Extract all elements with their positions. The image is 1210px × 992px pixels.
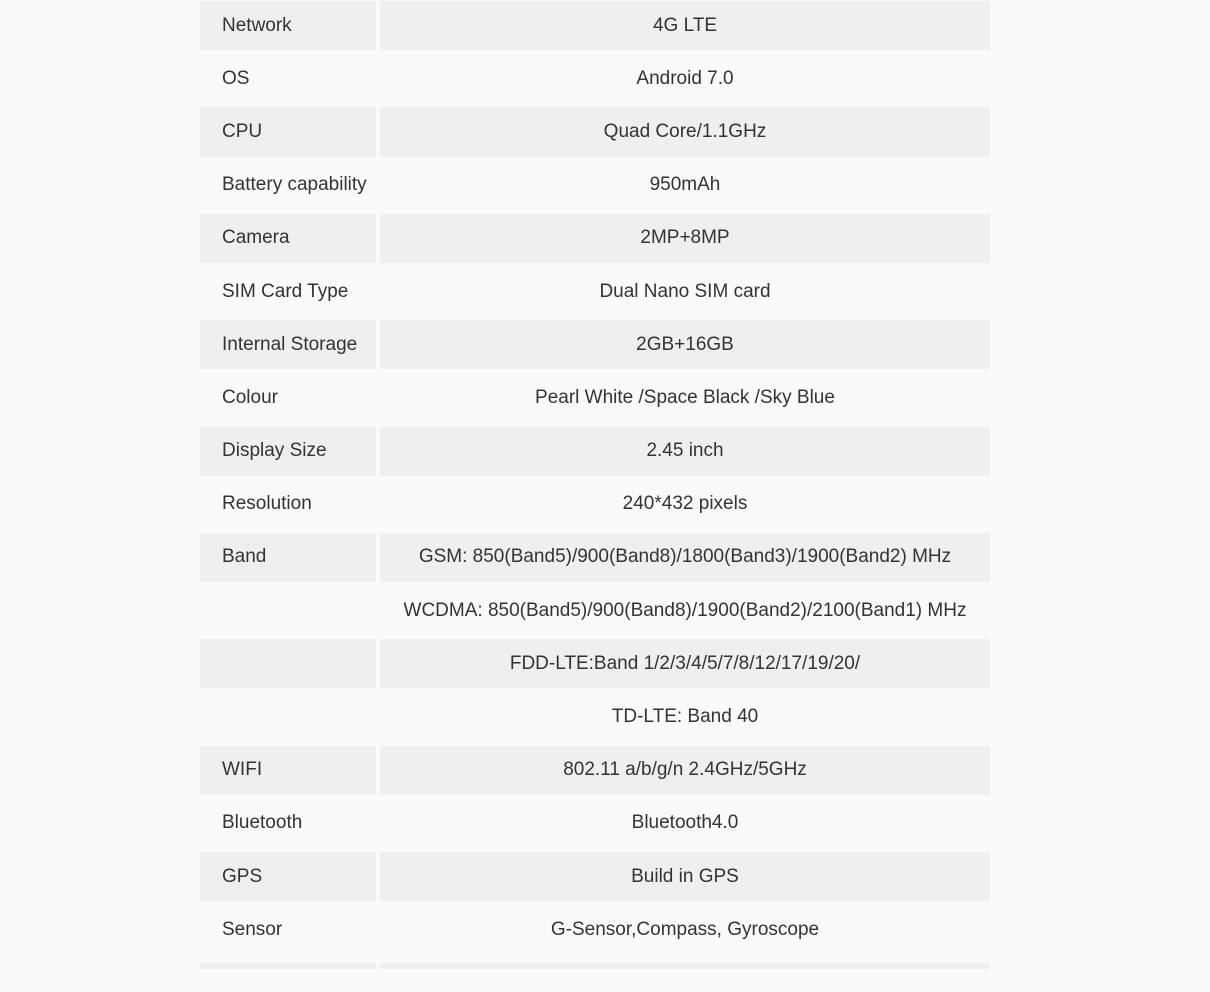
spec-value: 802.11 a/b/g/n 2.4GHz/5GHz bbox=[380, 746, 990, 795]
spec-value: Dual Nano SIM card bbox=[599, 280, 771, 302]
spec-row-os bbox=[200, 53, 990, 106]
spec-label: Network bbox=[200, 1, 376, 50]
spec-row-camera bbox=[200, 213, 990, 266]
next-row-label-edge bbox=[200, 963, 376, 969]
spec-row-colour bbox=[200, 372, 990, 425]
spec-label: Band bbox=[200, 533, 376, 582]
spec-value: Bluetooth4.0 bbox=[631, 812, 739, 834]
spec-value: Pearl White /Space Black /Sky Blue bbox=[535, 386, 835, 408]
spec-row-gps bbox=[200, 851, 990, 904]
next-row-value-edge bbox=[380, 963, 990, 969]
spec-value: GSM: 850(Band5)/900(Band8)/1800(Band3)/1900(Band2) MHz bbox=[380, 533, 990, 582]
spec-row-band-fdd-lte bbox=[200, 638, 990, 691]
spec-value: 950mAh bbox=[649, 174, 721, 196]
spec-label: Colour bbox=[222, 386, 278, 408]
spec-label: Display Size bbox=[200, 427, 376, 476]
spec-label: WIFI bbox=[200, 746, 376, 795]
spec-value: WCDMA: 850(Band5)/900(Band8)/1900(Band2)/2100(Band1) MHz bbox=[403, 599, 967, 621]
spec-row-sim bbox=[200, 266, 990, 319]
spec-value: Build in GPS bbox=[380, 852, 990, 901]
spec-row-storage bbox=[200, 319, 990, 372]
spec-row-cpu bbox=[200, 106, 990, 159]
spec-value: 2MP+8MP bbox=[380, 214, 990, 263]
spec-label: Resolution bbox=[222, 493, 312, 515]
spec-row-battery bbox=[200, 160, 990, 213]
spec-value: 240*432 pixels bbox=[622, 493, 748, 515]
spec-row-sensor bbox=[200, 904, 990, 957]
spec-row-band-wcdma bbox=[200, 585, 990, 638]
spec-label bbox=[200, 639, 376, 688]
next-row-edge bbox=[200, 963, 990, 969]
spec-value: Quad Core/1.1GHz bbox=[380, 107, 990, 156]
spec-row-band-td-lte bbox=[200, 691, 990, 744]
spec-table bbox=[200, 0, 990, 957]
spec-row-display-size bbox=[200, 426, 990, 479]
spec-value: 2.45 inch bbox=[380, 427, 990, 476]
spec-label: Sensor bbox=[222, 918, 283, 940]
spec-label: SIM Card Type bbox=[222, 280, 349, 302]
spec-label bbox=[200, 586, 376, 635]
spec-label: GPS bbox=[200, 852, 376, 901]
spec-row-network bbox=[200, 0, 990, 53]
spec-label: Bluetooth bbox=[222, 812, 303, 834]
spec-value: 4G LTE bbox=[380, 1, 990, 50]
spec-label: OS bbox=[222, 67, 250, 89]
spec-row-bluetooth bbox=[200, 798, 990, 851]
spec-label: Camera bbox=[200, 214, 376, 263]
spec-label: Internal Storage bbox=[200, 320, 376, 369]
spec-label: CPU bbox=[200, 107, 376, 156]
spec-label bbox=[200, 692, 376, 741]
spec-value: 2GB+16GB bbox=[380, 320, 990, 369]
spec-label: Battery capability bbox=[222, 174, 367, 196]
spec-value: Android 7.0 bbox=[636, 67, 734, 89]
spec-row-band-gsm bbox=[200, 532, 990, 585]
spec-row-wifi bbox=[200, 745, 990, 798]
spec-value: G-Sensor,Compass, Gyroscope bbox=[550, 918, 820, 940]
spec-value: FDD-LTE:Band 1/2/3/4/5/7/8/12/17/19/20/ bbox=[380, 639, 990, 688]
spec-row-resolution bbox=[200, 479, 990, 532]
spec-value: TD-LTE: Band 40 bbox=[611, 706, 759, 728]
